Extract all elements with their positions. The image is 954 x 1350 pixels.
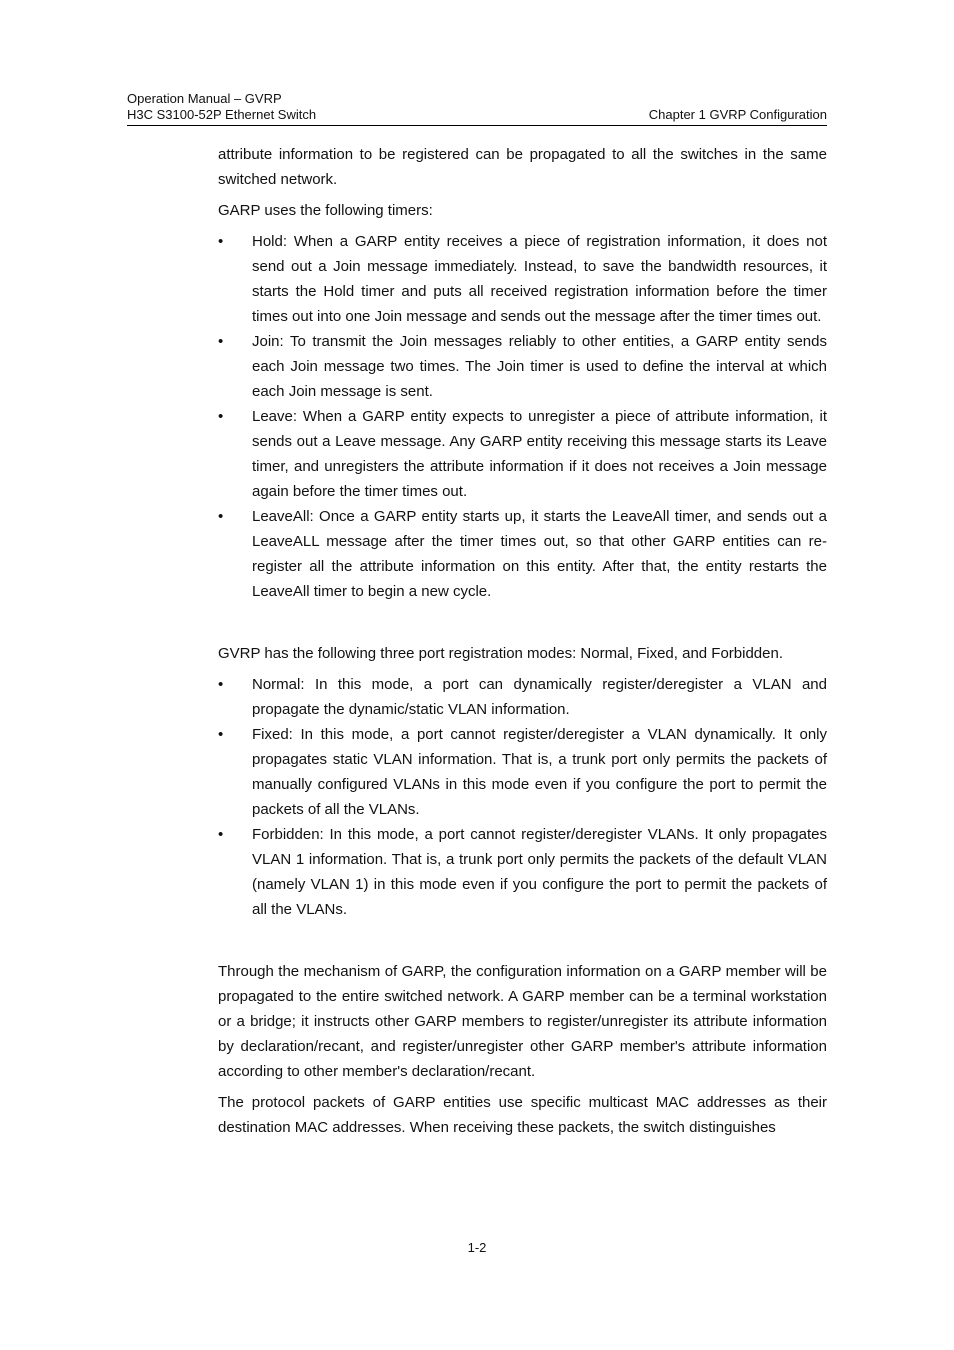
timers-list xyxy=(218,229,827,604)
bullet-icon: • xyxy=(218,408,224,425)
list-item-text: LeaveAll: Once a GARP entity starts up, it starts the LeaveAll timer, and sends out a LeaveALL message after the timer times out, so that other GARP entities can re-register all the attribute information on this entity. After that, the entity restarts the LeaveAll timer to begin a new cycle. xyxy=(252,508,827,600)
mechanism-paragraph: Through the mechanism of GARP, the configuration information on a GARP member will be propagated to the entire switched network. A GARP member can be a terminal workstation or a bridge; it instructs other GARP members to register/unregister its attribute information by declaration/recant, and register/unregister other GARP member's attribute information according to other member's declaration/recant. xyxy=(218,963,827,1080)
bullet-icon: • xyxy=(218,726,224,743)
bullet-icon: • xyxy=(218,826,224,843)
list-item xyxy=(218,229,827,329)
bullet-icon: • xyxy=(218,333,224,350)
list-item xyxy=(218,672,827,722)
list-item xyxy=(218,329,827,404)
page-header xyxy=(127,91,827,126)
bullet-icon: • xyxy=(218,508,224,525)
header-manual-title xyxy=(127,91,316,123)
intro-paragraph: attribute information to be registered can be propagated to all the switches in the same switched network. xyxy=(218,146,827,188)
section-spacer xyxy=(218,928,827,959)
packets-paragraph: The protocol packets of GARP entities use specific multicast MAC addresses as their destination MAC addresses. When receiving these packets, the switch distinguishes xyxy=(218,1094,827,1136)
list-item xyxy=(218,504,827,604)
page-content xyxy=(218,142,827,1146)
modes-list xyxy=(218,672,827,922)
header-product-line: H3C S3100-52P Ethernet Switch xyxy=(127,107,317,122)
header-manual-line: Operation Manual – GVRP xyxy=(127,91,282,106)
page-number: 1-2 xyxy=(467,1240,487,1255)
list-item xyxy=(218,404,827,504)
list-item-text: Forbidden: In this mode, a port cannot register/deregister VLANs. It only propagates VLAN 1 information. That is, a trunk port only permits the packets of the default VLAN (namely VLAN 1) in this mode even if you configure the port to permit the packets of all the VLANs. xyxy=(252,826,827,918)
modes-intro-paragraph: GVRP has the following three port registration modes: Normal, Fixed, and Forbidden. xyxy=(218,645,784,662)
list-item xyxy=(218,822,827,922)
list-item xyxy=(218,722,827,822)
timers-intro-paragraph: GARP uses the following timers: xyxy=(218,202,433,219)
bullet-icon: • xyxy=(218,233,224,250)
list-item-text: Normal: In this mode, a port can dynamically register/deregister a VLAN and propagate the dynamic/static VLAN information. xyxy=(252,676,827,718)
list-item-text: Leave: When a GARP entity expects to unregister a piece of attribute information, it sends out a Leave message. Any GARP entity receiving this message starts its Leave timer, and unregisters the attribute information if it does not receives a Join message again before the timer times out. xyxy=(252,408,827,500)
list-item-text: Hold: When a GARP entity receives a piece of registration information, it does not send out a Join message immediately. Instead, to save the bandwidth resources, it starts the Hold timer and puts all received registration information before the timer times out into one Join message and sends out the message after the timer times out. xyxy=(252,233,827,325)
list-item-text: Join: To transmit the Join messages reliably to other entities, a GARP entity sends each Join message two times. The Join timer is used to define the interval at which each Join message is sent. xyxy=(252,333,827,400)
list-item-text: Fixed: In this mode, a port cannot register/deregister a VLAN dynamically. It only propagates static VLAN information. That is, a trunk port only permits the packets of manually configured VLANs in this mode even if you configure the port to permit the packets of all the VLANs. xyxy=(252,726,827,818)
bullet-icon: • xyxy=(218,676,224,693)
header-chapter-title: Chapter 1 GVRP Configuration xyxy=(648,107,827,122)
section-spacer xyxy=(218,610,827,641)
